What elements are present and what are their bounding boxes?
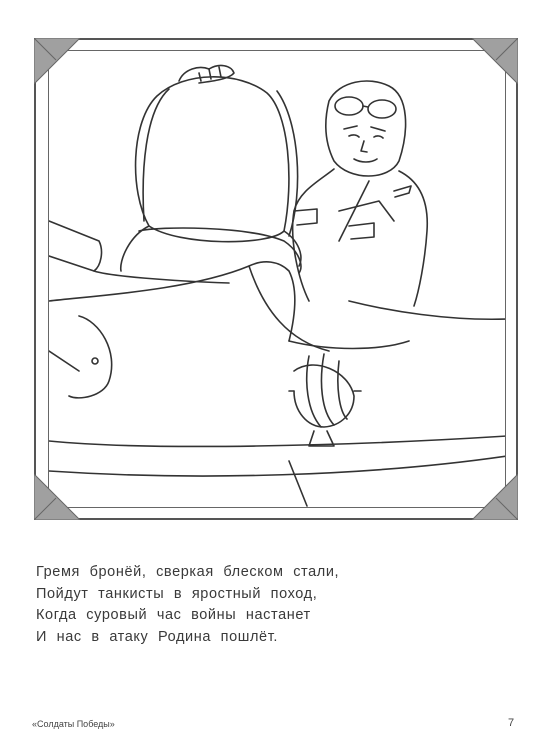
poem-line: Пойдут танкисты в яростный поход, <box>36 585 318 602</box>
tank-crew-illustration <box>49 51 506 508</box>
page-number: 7 <box>508 717 515 729</box>
tank-gun <box>49 221 101 271</box>
poem-line: Гремя бронёй, сверкая блеском стали, <box>36 564 340 580</box>
frame-corner-bottom-left <box>34 474 80 520</box>
goggles <box>335 97 363 115</box>
coloring-illustration <box>48 50 506 508</box>
frame-corner-bottom-right <box>472 474 518 520</box>
frame-corner-top-right <box>472 38 518 84</box>
tank-hull <box>49 262 295 341</box>
poem <box>36 562 456 648</box>
frame-corner-top-left <box>34 38 80 84</box>
poem-line: И нас в атаку Родина пошлёт. <box>36 628 278 645</box>
poem-line: Когда суровый час войны настанет <box>36 607 311 623</box>
commander-uniform <box>293 169 334 301</box>
book-title-footer: «Солдаты Победы» <box>32 719 115 729</box>
